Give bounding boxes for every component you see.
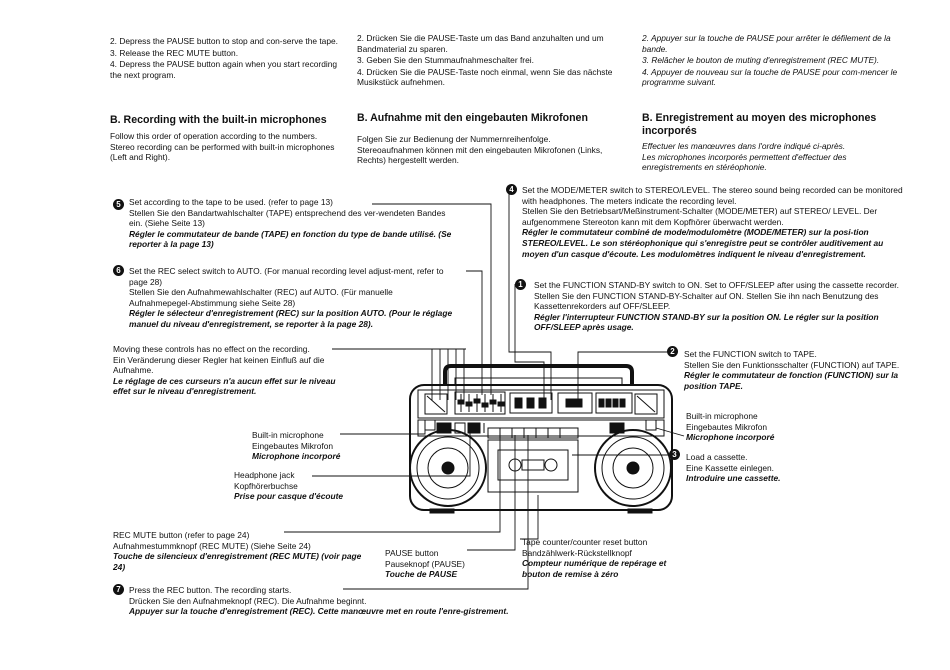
callout-mic-left: Built-in microphone Eingebautes Mikrofon Microphone incorporé xyxy=(252,430,341,462)
callout-2 xyxy=(684,349,922,391)
callout-7 xyxy=(129,585,539,617)
callout-3-fr: Introduire une cassette. xyxy=(686,473,781,484)
callout-4-en: Set the MODE/METER switch to STEREO/LEVEL. The stereo sound being recorded can be monitored with headphones. The meters indicate the recording level. xyxy=(522,185,903,206)
callout-1 xyxy=(534,280,910,333)
step-de-3: 3. Geben Sie den Stummaufnahmeschalter frei. xyxy=(357,55,534,66)
step-3-badge: 3 xyxy=(669,449,680,460)
callout-7-en: Press the REC button. The recording starts. xyxy=(129,585,292,595)
callout-pause: PAUSE button Pauseknopf (PAUSE) Touche de PAUSE xyxy=(385,548,465,580)
callout-1-en: Set the FUNCTION STAND-BY switch to ON. Set to OFF/SLEEP after using the cassette recorder. xyxy=(534,280,899,290)
callout-2-de: Stellen Sie den Funktionsschalter (FUNCTION) auf TAPE. xyxy=(684,359,900,370)
callout-6-fr: Régler le sélecteur d'enregistrement (REC) sur la position AUTO. (Pour le réglage manuel du niveau d'enregistrement, se reporter à la page 28). xyxy=(129,308,453,329)
callout-6 xyxy=(129,266,453,330)
callout-4-fr: Régler le commutateur combiné de mode/modulomètre (MODE/METER) sur la posi-tion STEREO/LEVEL. Le son stéréophonique qui s'enregistre peut se contrôler auditivement au moyen d'un casque d'écoute. Les modulomètres indiquent le niveau d'enregistrement. xyxy=(522,227,884,259)
callout-2-en: Set the FUNCTION switch to TAPE. xyxy=(684,349,817,359)
heading-fr: B. Enregistrement au moyen des microphones incorporés xyxy=(642,112,877,137)
callout-7-fr: Appuyer sur la touche d'enregistrement (REC). Cette manœuvre met en route l'enre-gistrement. xyxy=(129,606,509,617)
step-en-3: 3. Release the REC MUTE button. xyxy=(110,47,239,58)
step-1-badge: 1 xyxy=(515,279,526,290)
callout-6-de: Stellen Sie den Aufnahmewahlschalter (REC) auf AUTO. (Für manuelle Aufnahmepegel-Abstimmung siehe Seite 28) xyxy=(129,287,393,308)
heading-en: B. Recording with the built-in microphones xyxy=(110,114,327,126)
callout-3 xyxy=(686,452,816,484)
step-4-badge: 4 xyxy=(506,184,517,195)
step-7-badge: 7 xyxy=(113,584,124,595)
intro-fr: Effectuer les manœuvres dans l'ordre indiqué ci-après. Les microphones incorporés permettent d'effectuer des enregistrements en stéréophonie. xyxy=(642,141,847,173)
callout-5-de: Stellen Sie den Bandartwahlschalter (TAPE) entsprechend des ver-wendeten Bandes ein. (Siehe Seite 13) xyxy=(129,207,446,229)
callout-moving-controls: Moving these controls has no effect on the recording. Ein Veränderung dieser Regler hat keinen Einfluß auf die Aufnahme. Le réglage de ces curseurs n'a aucun effet sur le niveau effet sur le niveau d'enregistrement. xyxy=(113,344,336,397)
intro-de: Folgen Sie zur Bedienung der Nummernreihenfolge. Stereoaufnahmen können mit den eingebauten Mikrofonen (Links, Rechts) hergestellt werden. xyxy=(357,134,603,166)
step-6-badge: 6 xyxy=(113,265,124,276)
callout-6-en: Set the REC select switch to AUTO. (For manual recording level adjust-ment, refer to page 28) xyxy=(129,266,444,287)
callout-1-de: Stellen Sie den FUNCTION STAND-BY-Schalter auf ON. Stellen Sie ihn nach Benutzung des Kassettenrekorders auf OFF/SLEEP. xyxy=(534,290,879,312)
callout-1-fr: Régler l'interrupteur FUNCTION STAND-BY sur la position ON. Le régler sur la position OFF/SLEEP après usage. xyxy=(534,311,879,333)
callout-3-de: Eine Kassette einlegen. xyxy=(686,462,774,473)
step-5-badge: 5 xyxy=(113,199,124,210)
step-de-2: 2. Drücken Sie die PAUSE-Taste um das Band anzuhalten und um Bandmaterial zu sparen. xyxy=(357,33,604,54)
callout-5-en: Set according to the tape to be used. (refer to page 13) xyxy=(129,197,333,207)
intro-en: Follow this order of operation according to the numbers. Stereo recording can be performed with built-in microphones (Left and Right). xyxy=(110,131,335,163)
step-de-4: 4. Drücken Sie die PAUSE-Taste noch einmal, wenn Sie das nächste Musikstück aufnehmen. xyxy=(357,66,613,88)
callout-2-fr: Régler le commutateur de fonction (FUNCTION) sur la position TAPE. xyxy=(684,370,899,391)
step-fr-3: 3. Relâcher le bouton de muting d'enregistrement (REC MUTE). xyxy=(642,55,880,66)
step-fr-2: 2. Appuyer sur la touche de PAUSE pour arrêter le défilement de la bande. xyxy=(642,33,891,54)
callout-7-de: Drücken Sie den Aufnahmeknopf (REC). Die Aufnahme beginnt. xyxy=(129,595,367,606)
step-2-badge: 2 xyxy=(667,346,678,357)
step-en-4: 4. Depress the PAUSE button again when you start recording the next program. xyxy=(110,59,338,80)
callout-4-de: Stellen Sie den Betriebsart/Meßinstrument-Schalter (MODE/METER) auf STEREO/ LEVEL. Der aufgenommene Stereoton kann mit dem Kopfhörer überwacht werden. xyxy=(522,206,878,227)
callout-5 xyxy=(129,197,453,250)
callout-headphone-jack: Headphone jack Kopfhörerbuchse Prise pour casque d'écoute xyxy=(234,470,344,502)
callout-5-fr: Régler le commutateur de bande (TAPE) en fonction du type de bande utilisé. (Se reporter à la page 13) xyxy=(129,228,452,250)
step-fr-4: 4. Appuyer de nouveau sur la touche de PAUSE pour com-mencer le programme suivant. xyxy=(642,66,898,88)
heading-de: B. Aufnahme mit den eingebauten Mikrofonen xyxy=(357,112,588,124)
callout-3-en: Load a cassette. xyxy=(686,452,748,462)
callout-4 xyxy=(522,185,908,259)
callout-rec-mute: REC MUTE button (refer to page 24) Aufnahmestummknopf (REC MUTE) (Siehe Seite 24) Touche de silencieux d'enregistrement (REC MUTE) (voir page 24) xyxy=(113,530,362,572)
callout-tape-counter: Tape counter/counter reset button Bandzählwerk-Rückstellknopf Compteur numérique de repérage et bouton de remise à zéro xyxy=(522,537,667,579)
step-en-2: 2. Depress the PAUSE button to stop and con-serve the tape. xyxy=(110,36,338,46)
callout-mic-right: Built-in microphone Eingebautes Mikrofon Microphone incorporé xyxy=(686,411,775,443)
